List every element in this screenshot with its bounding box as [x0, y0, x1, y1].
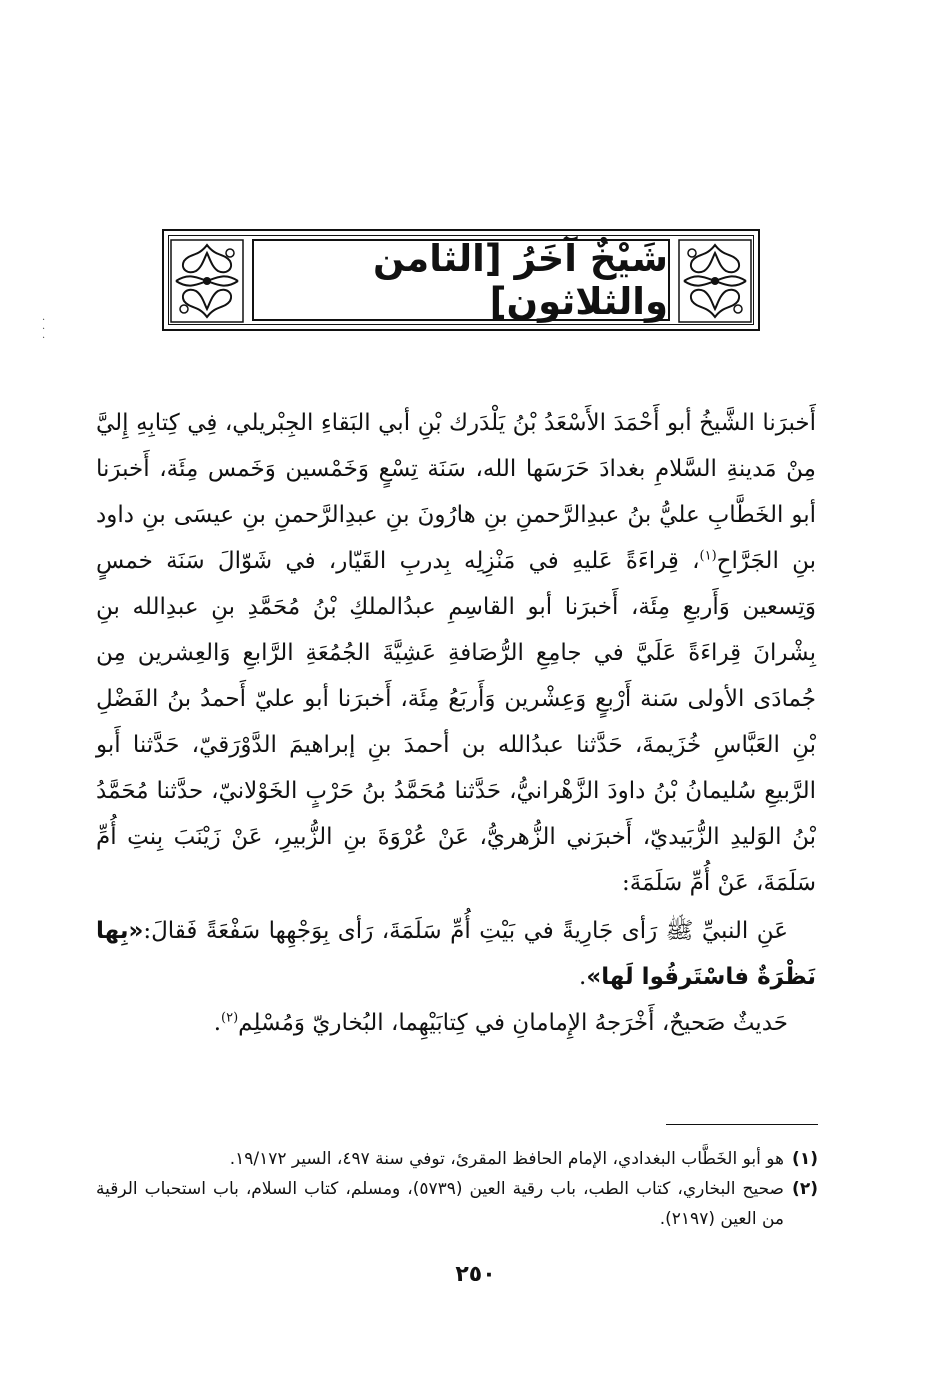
isnad-text-continued: ، قِراءَةً عَليهِ في مَنْزِلِه بِدربِ القَيّار، في شَوّالَ سَنَة خمسٍ وَتِسعين وَأَربعِ مِئَة، أَخبرَنا أبو القاسِمِ عبدُالملكِ بْنُ مُحَمَّدِ بنِ عبدِالله بنِ بِشْرانَ قِراءَةً عَلَيَّ في جامِعِ الرُّصَافةِ عَشِيَّةَ الجُمُعَةِ الرَّابعِ وَالعِشرين مِن جُمادَى الأولى سَنة أَرْبعٍ وَعِشْرين وَأَربَعُ مِئَة، أَخبرَنا أبو عليّ أَحمدُ بنُ الفَضْلِ بْنِ العَبَّاسِ خُزَيمةَ، حَدَّثنا عبدُالله بن أحمدَ بنِ إبراهيمَ الدَّوْرَقيّ، حَدَّثنا أَبو الرَّبيعِ سُليمانُ بْنُ داودَ الزَّهْرانيُّ، حَدَّثنا مُحَمَّدُ بنُ حَرْبٍ الخَوْلانيّ، حدَّثنا مُحَمَّدُ بْنُ الوَليدِ الزُّبَيديّ، أَخبرَني الزُّهريُّ، عَنْ عُرْوَةَ بنِ الزُّبيرِ، عَنْ زَيْنَبَ بِنتِ أُمِّ سَلَمَةَ، عَنْ أُمِّ سَلَمَةَ: — [96, 548, 817, 896]
title-frame — [252, 239, 670, 321]
footnote-text: صحيح البخاري، كتاب الطب، باب رقية العين (٥٧٣٩)، ومسلم، كتاب السلام، باب استحباب الرقية من العين (٢١٩٧). — [96, 1179, 784, 1229]
hadith-end: . — [579, 964, 587, 990]
footnote-divider — [666, 1124, 818, 1125]
verdict-text: حَديثٌ صَحيحٌ، أَخْرَجهُ الإِمامانِ في كِتابَيْهِما، البُخاريّ وَمُسْلِم — [238, 1010, 788, 1036]
verdict-paragraph — [96, 1000, 816, 1046]
floral-ornament-icon — [170, 239, 244, 323]
footnote-text: هو أبو الخَطَّاب البغدادي، الإمام الحافظ المقرئ، توفي سنة ٤٩٧، السير ١٩/١٧٢. — [229, 1149, 784, 1169]
verdict-end: . — [213, 1010, 222, 1036]
footnotes — [96, 1144, 818, 1234]
floral-ornament-icon — [678, 239, 752, 323]
hadith-paragraph — [96, 908, 816, 1000]
footnote-marker-2[interactable]: (٢) — [221, 1010, 239, 1026]
hadith-quote: «بِها نَظْرَةٌ فاسْتَرقُوا لَها» — [96, 918, 816, 990]
hadith-text: عَنِ النبيِّ ﷺ رَأى جَارِيةً في بَيْتِ أُمِّ سَلَمَةَ، رَأى بِوَجْهِها سَفْعَةً فَقالَ: — [143, 918, 788, 944]
chapter-title: شَيْخٌ آخَرُ [الثامن والثلاثون] — [373, 237, 668, 323]
footnote-number: (١) — [792, 1149, 818, 1169]
footnote-2 — [96, 1174, 818, 1234]
isnad-text: أَخبرَنا الشَّيخُ أبو أَحْمَدَ الأَسْعَدُ بْنُ يَلْدَرك بْنِ أبي البَقاءِ الجِبْريلي، فِي كِتابِهِ إِليَّ مِنْ مَدينةِ السَّلامِ بغدادَ حَرَسَها الله، سَنَة تِسْعٍ وَخَمْسين وَخَمس مِئَة، أَخبرَنا أبو الخَطَّابِ عليُّ بنُ عبدِالرَّحمنِ بنِ هارُونَ بنِ عبدِالرَّحمنِ بنِ عيسَى بنِ داود بنِ الجَرَّاحِ — [96, 410, 816, 574]
footnote-marker-1[interactable]: (١) — [699, 548, 717, 564]
footnote-1 — [96, 1144, 818, 1174]
main-text — [96, 400, 816, 1046]
margin-dots: · · · — [42, 315, 46, 344]
page-number: ٢٥٠ — [455, 1262, 496, 1287]
footnote-number: (٢) — [792, 1179, 818, 1199]
isnad-paragraph — [96, 400, 816, 906]
chapter-header — [162, 229, 760, 331]
